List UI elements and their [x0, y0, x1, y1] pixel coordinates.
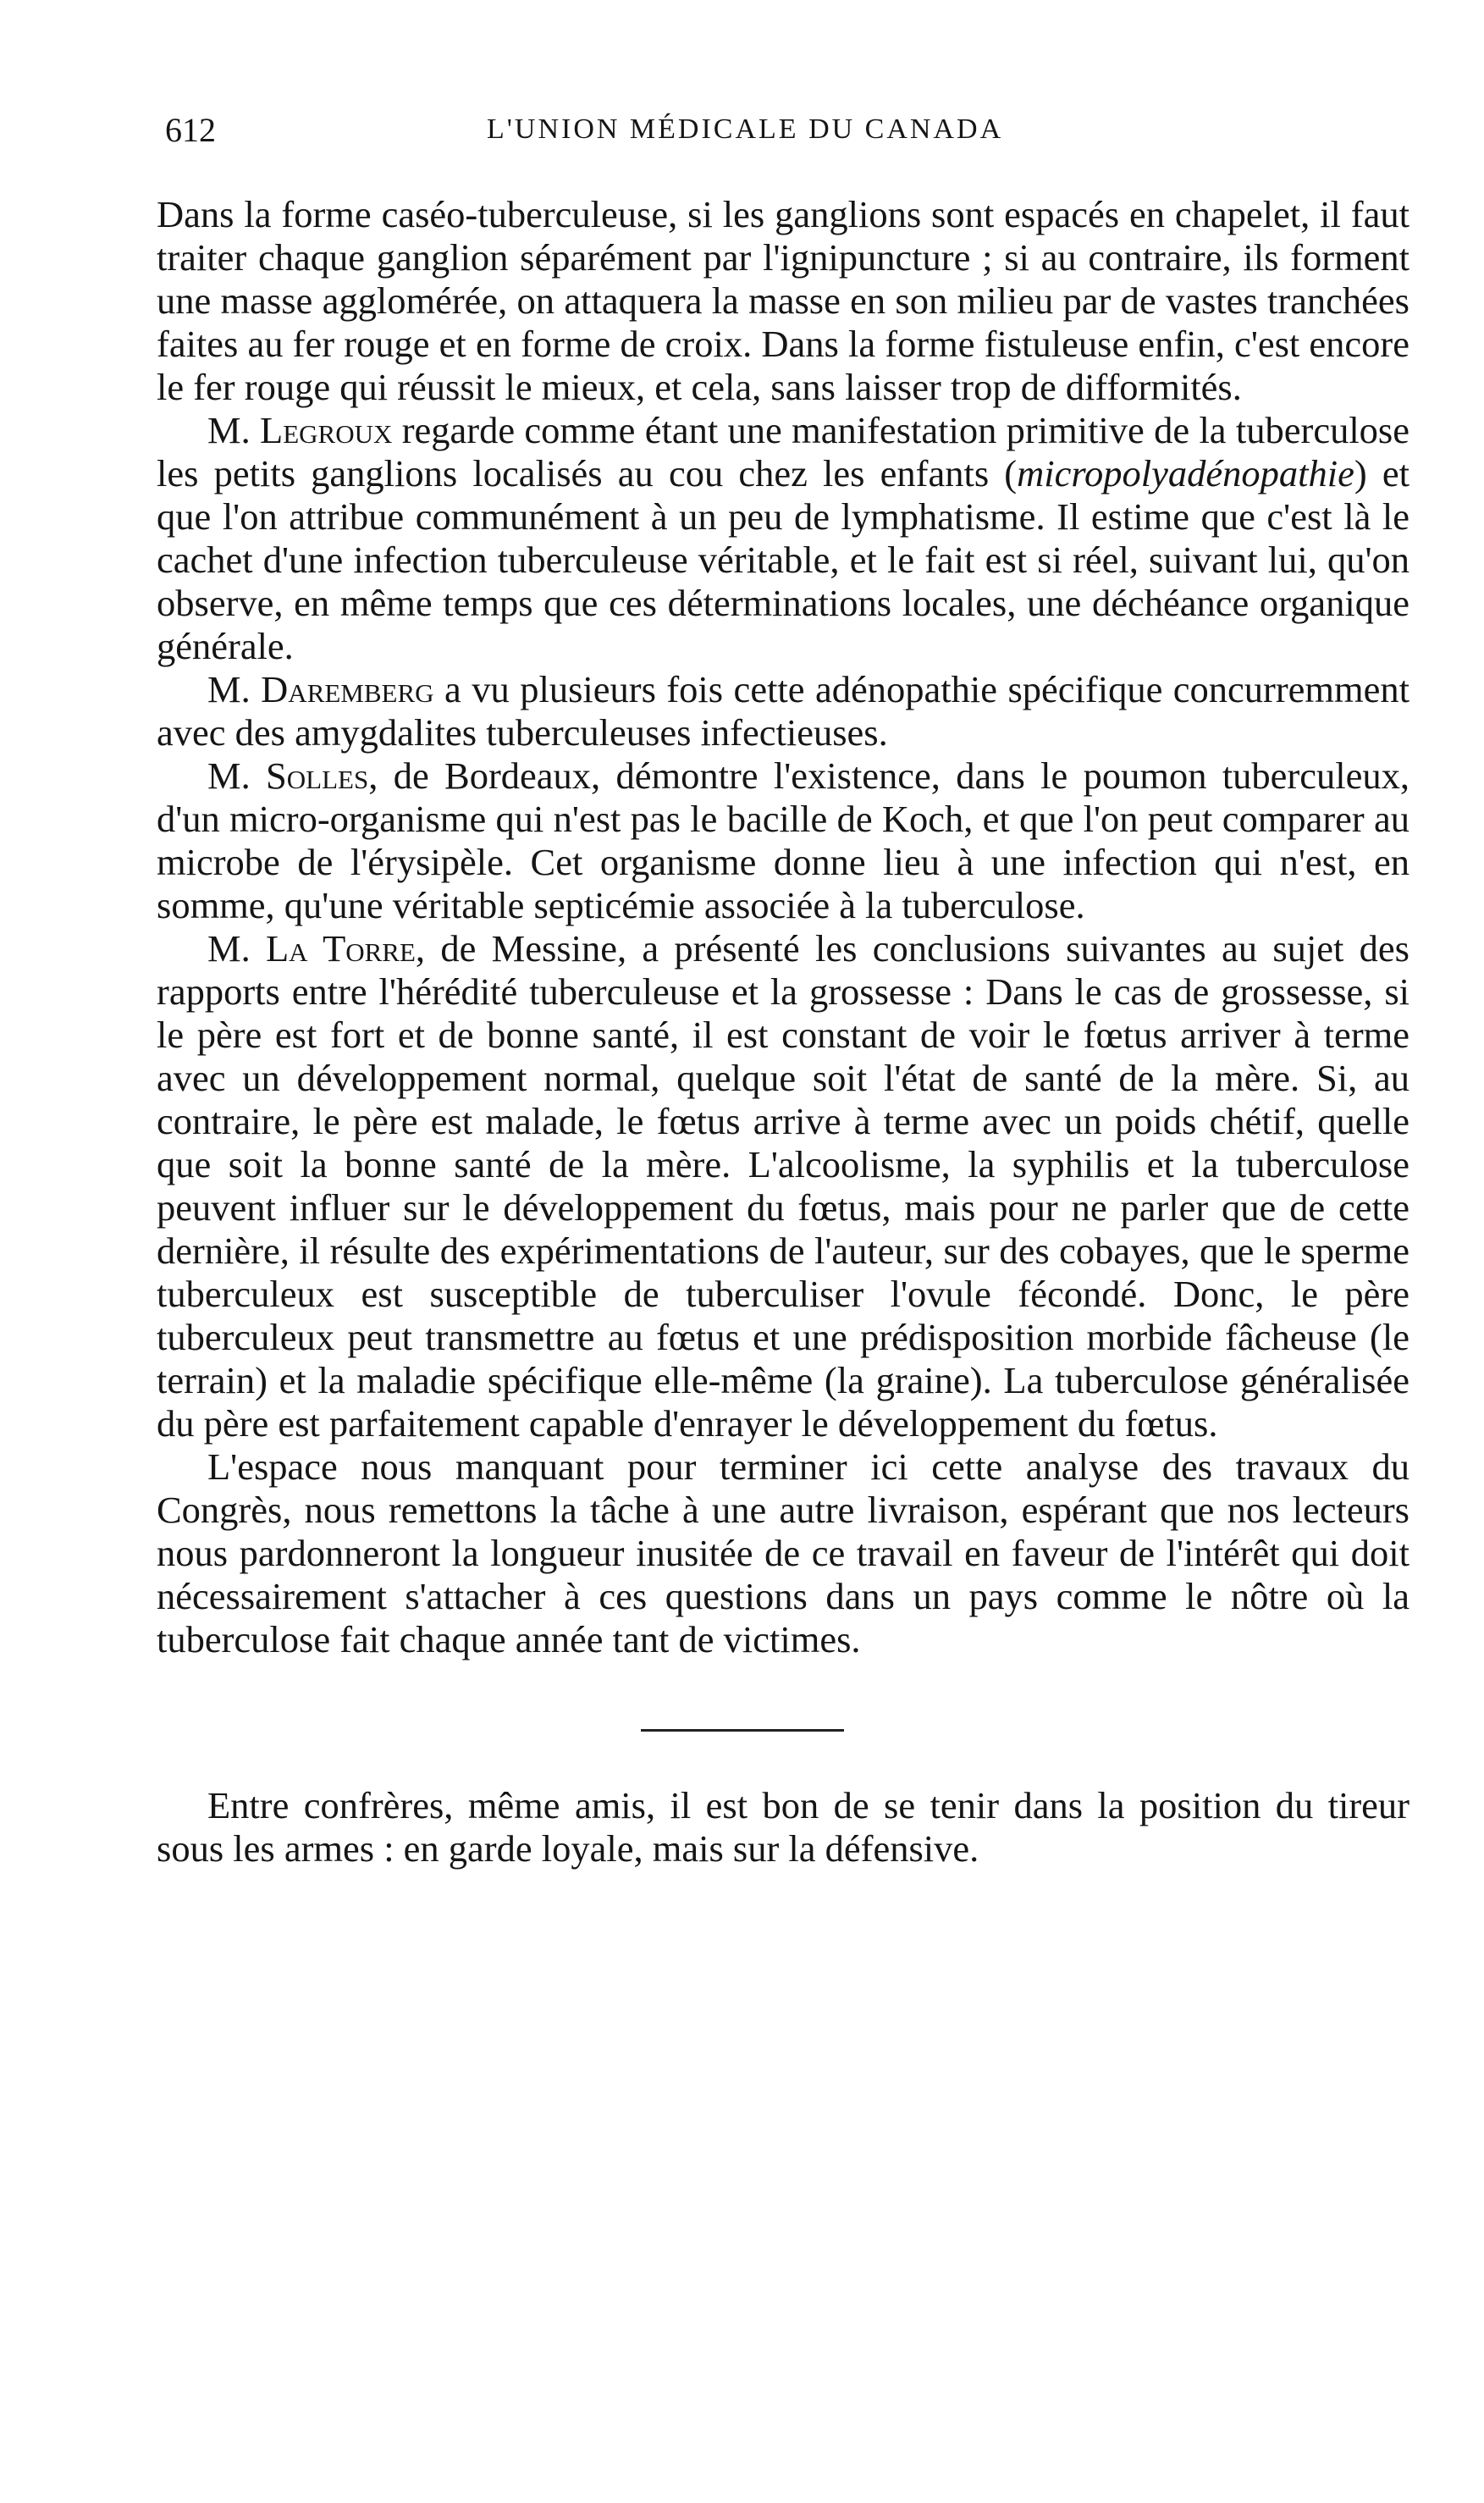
closing-paragraph: Entre confrères, même amis, il est bon de se tenir dans la position du tireur sous les armes : en garde loyale, mais sur la défensive.	[157, 1784, 1410, 1870]
speaker-title: M.	[207, 754, 251, 797]
paragraph-text: ) et que l'on attribue communément à un peu de lymphatisme. Il estime que c'est là le cachet d'une infection tuberculeuse véritable, et le fait est si réel, suivant lui, qu'on observe, en même temps que ces déterminations locales, une déchéance organique générale.	[157, 452, 1410, 667]
speaker-title: M.	[207, 927, 251, 970]
paragraph-text: , de Bordeaux, démontre l'existence, dans le poumon tuberculeux, d'un micro-organisme qui n'est pas le bacille de Koch, et que l'on peut comparer au microbe de l'érysipèle. Cet organisme donne lieu à une infection qui n'est, en somme, qu'une véritable septicémie associée à la tuberculose.	[157, 754, 1410, 926]
paragraph-la-torre	[157, 927, 1410, 1445]
speaker-title: M.	[207, 668, 251, 710]
paragraph-legroux	[157, 409, 1410, 668]
speaker-name: Solles	[266, 754, 369, 797]
journal-title: L'UNION MÉDICALE DU CANADA	[487, 113, 1004, 145]
paragraph-treatment: Dans la forme caséo-tuberculeuse, si les ganglions sont espacés en chapelet, il faut traiter chaque ganglion séparément par l'ignipuncture ; si au contraire, ils forment une masse agglomérée, on attaquera la masse en son milieu par de vastes tranchées faites au fer rouge et en forme de croix. Dans la forme fistuleuse enfin, c'est encore le fer rouge qui réussit le mieux, et cela, sans laisser trop de difformités.	[157, 193, 1410, 408]
paragraph-conclusion: L'espace nous manquant pour terminer ici cette analyse des travaux du Congrès, nous remettons la tâche à une autre livraison, espérant que nos lecteurs nous pardonneront la longueur inusitée de ce travail en faveur de l'intérêt qui doit nécessairement s'attacher à ces questions dans un pays comme le nôtre où la tuberculose fait chaque année tant de victimes.	[157, 1445, 1410, 1660]
medical-term: micropolyadénopathie	[1017, 452, 1354, 495]
speaker-name: Legroux	[260, 409, 393, 451]
page-number: 612	[165, 111, 216, 149]
section-divider	[641, 1729, 844, 1732]
paragraph-text: a vu plusieurs fois cette adénopathie spécifique concurremment avec des amygdalites tuberculeuses infectieuses.	[157, 668, 1410, 754]
running-head	[157, 110, 1410, 161]
article-body	[157, 193, 1410, 1661]
speaker-title: M.	[207, 409, 251, 451]
speaker-name: La Torre	[266, 927, 416, 970]
closing-note	[157, 1784, 1410, 1870]
paragraph-text: , de Messine, a présenté les conclusions suivantes au sujet des rapports entre l'hérédité tuberculeuse et la grossesse : Dans le cas de grossesse, si le père est fort et de bonne santé, il est constant de voir le fœtus arriver à terme avec un développement normal, quelque soit l'état de santé de la mère. Si, au contraire, le père est malade, le fœtus arrive à terme avec un poids chétif, quelle que soit la bonne santé de la mère. L'alcoolisme, la syphilis et la tuberculose peuvent influer sur le développement du fœtus, mais pour ne parler que de cette dernière, il résulte des expérimentations de l'auteur, sur des cobayes, que le sperme tuberculeux est susceptible de tuberculiser l'ovule fécondé. Donc, le père tuberculeux peut transmettre au fœtus et une prédisposition morbide fâcheuse (le terrain) et la maladie spécifique elle-même (la graine). La tuberculose généralisée du père est parfaitement capable d'enrayer le développement du fœtus.	[157, 927, 1410, 1445]
paragraph-daremberg	[157, 668, 1410, 754]
paragraph-text: regarde comme étant une manifestation primitive de la tuberculose les petits ganglions localisés au cou chez les enfants (	[157, 409, 1410, 495]
page	[157, 110, 1410, 1870]
paragraph-solles	[157, 754, 1410, 927]
speaker-name: Daremberg	[261, 668, 434, 710]
